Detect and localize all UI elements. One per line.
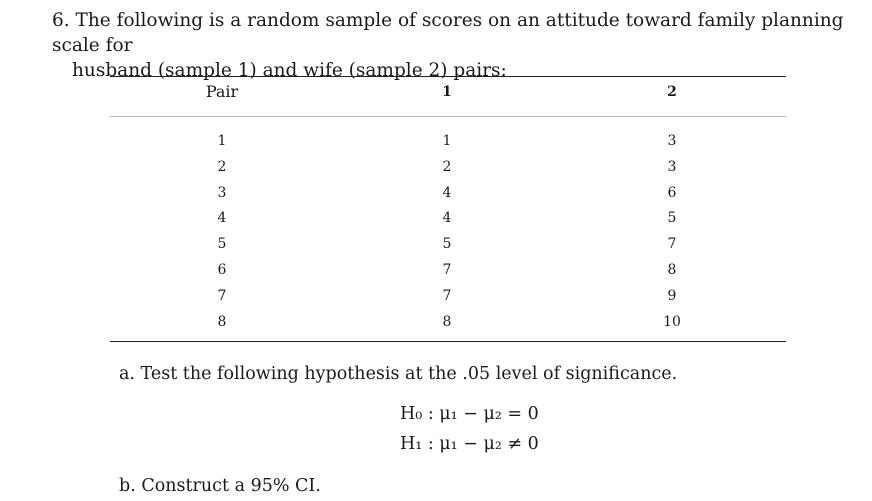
table-cell: 8 (667, 262, 677, 278)
table-cell: 6 (217, 262, 227, 278)
part-b-instruction: b. Construct a 95% CI. (119, 476, 321, 496)
null-hypothesis: H₀ : μ₁ − μ₂ = 0 (400, 404, 539, 424)
table-cell: 4 (217, 210, 227, 227)
problem-statement (52, 8, 852, 83)
table-cell: 1 (217, 133, 227, 149)
table-top-rule (110, 76, 786, 77)
table-cell: 2 (217, 158, 227, 175)
table-cell: 7 (667, 236, 677, 253)
table-cell: 5 (667, 210, 677, 227)
alternative-hypothesis: H₁ : μ₁ − μ₂ ≠ 0 (400, 434, 539, 454)
table-cell: 3 (667, 158, 677, 175)
table-bottom-rule (110, 341, 786, 342)
table-cell: 1 (442, 133, 452, 149)
part-a-instruction: a. Test the following hypothesis at the .05 level of significance. (119, 364, 678, 384)
table-cell: 6 (667, 184, 677, 201)
header-sample-1: 1 (442, 84, 452, 100)
problem-line-2: husband (sample 1) and wife (sample 2) pairs: (72, 60, 507, 81)
header-sample-2: 2 (667, 84, 677, 100)
table-cell: 8 (442, 313, 452, 330)
table-cell: 3 (667, 133, 677, 149)
table-cell: 7 (442, 287, 452, 304)
problem-line-1: 6. The following is a random sample of scores on an attitude toward family planning scale for (52, 10, 844, 56)
table-cell: 3 (217, 184, 227, 201)
table-cell: 5 (217, 236, 227, 253)
table-cell: 8 (217, 313, 227, 330)
table-cell: 7 (442, 262, 452, 278)
table-cell: 10 (663, 313, 681, 330)
table-cell: 7 (217, 287, 227, 304)
table-cell: 5 (442, 236, 452, 253)
header-pair: Pair (205, 82, 239, 101)
table-cell: 9 (667, 287, 677, 304)
table-cell: 2 (442, 158, 452, 175)
table-cell: 4 (442, 210, 452, 227)
table-header-rule (110, 116, 786, 117)
table-cell: 4 (442, 184, 452, 201)
